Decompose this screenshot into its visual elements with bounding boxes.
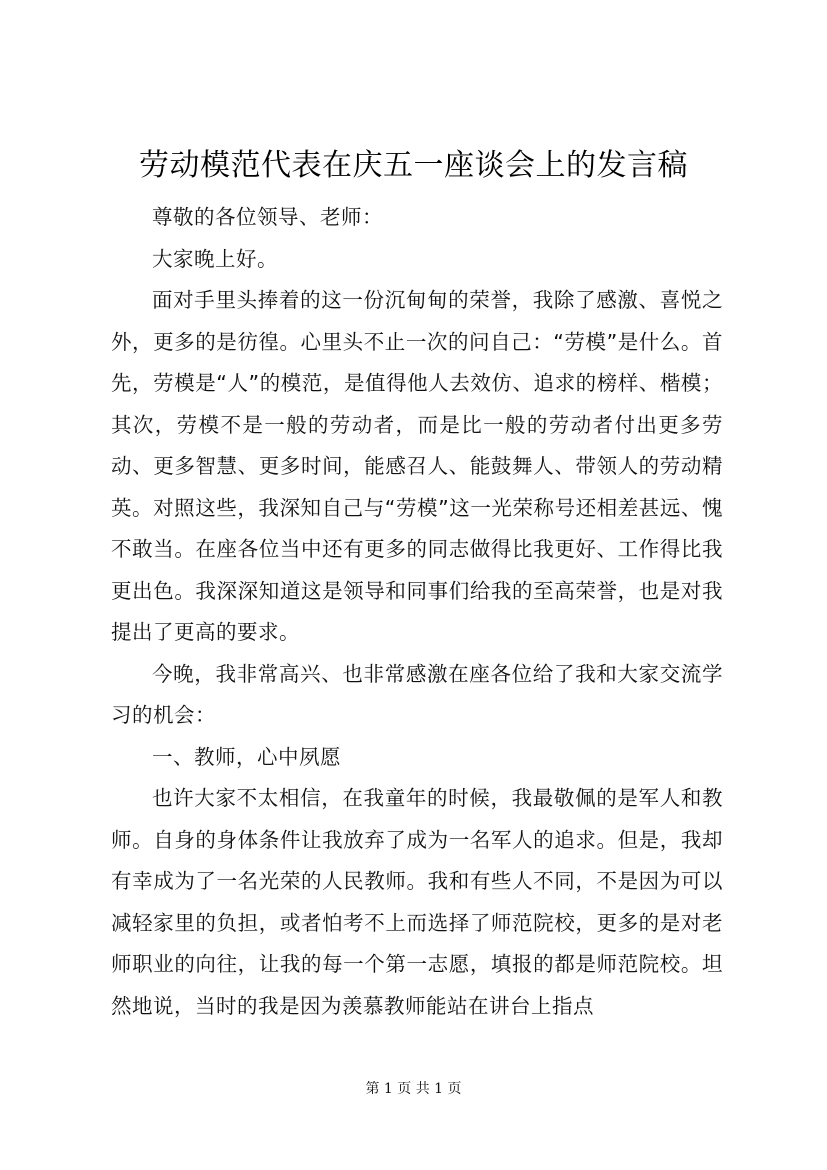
salutation-paragraph: 尊敬的各位领导、老师： xyxy=(152,205,383,229)
document-body xyxy=(111,197,723,1027)
page-footer: 第 1 页 共 1 页 xyxy=(365,1081,462,1097)
section-heading: 一、教师，心中夙愿 xyxy=(152,744,341,769)
greeting-paragraph: 大家晚上好。 xyxy=(152,246,278,271)
honor-paragraph: 面对手里头捧着的这一份沉甸甸的荣誉，我除了感激、喜悦之外，更多的是彷徨。心里头不止一次的问自己：“劳模”是什么。首先，劳模是“人”的模范，是值得他人去效仿、追求的榜样、楷模；其次，劳模不是一般的劳动者，而是比一般的劳动者付出更多劳动、更多智慧、更多时间，能感召人、能鼓舞人、带领人的劳动精英。对照这些，我深知自己与“劳模”这一光荣称号还相差甚远、愧不敢当。在座各位当中还有更多的同志做得比我更好、工作得比我更出色。我深深知道这是领导和同事们给我的至高荣誉，也是对我提出了更高的要求。 xyxy=(111,288,723,644)
thanks-paragraph: 今晚，我非常高兴、也非常感激在座各位给了我和大家交流学习的机会： xyxy=(111,661,723,727)
story-paragraph: 也许大家不太相信，在我童年的时候，我最敬佩的是军人和教师。自身的身体条件让我放弃了成为一名军人的追求。但是，我却有幸成为了一名光荣的人民教师。我和有些人不同，不是因为可以减轻家里的负担，或者怕考不上而选择了师范院校，更多的是对老师职业的向往，让我的每一个第一志愿，填报的都是师范院校。坦然地说，当时的我是因为羡慕教师能站在讲台上指点 xyxy=(111,786,723,1018)
document-title: 劳动模范代表在庆五一座谈会上的发言稿 xyxy=(139,148,688,183)
